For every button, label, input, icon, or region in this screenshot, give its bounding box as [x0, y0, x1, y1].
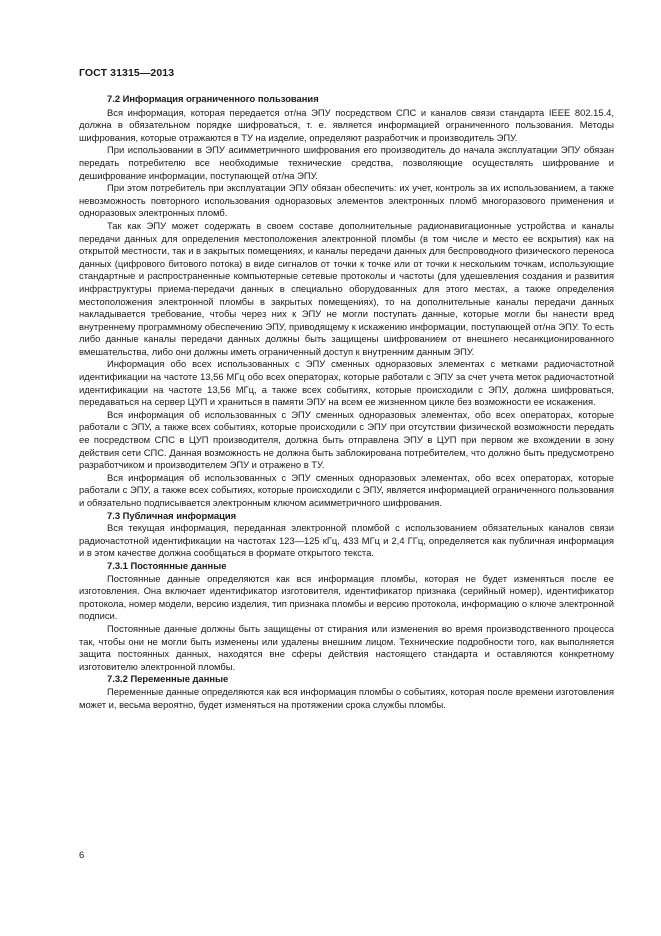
section-heading: 7.3.2 Переменные данные: [107, 673, 229, 685]
document-header: ГОСТ 31315—2013: [79, 67, 175, 79]
body-paragraph: Переменные данные определяются как вся информация пломбы о событиях, которая после времени изготовления может и, весьма вероятно, будет изменяться на протяжении срока службы пломбы.: [79, 685, 614, 710]
body-paragraph: Вся текущая информация, переданная электронной пломбой с использованием обязательных каналов связи радиочастотной идентификации на частотах 123—125 кГц, 433 МГц и 2,4 ГГц, определяется как публичная информация и в этом качестве должна сообщаться в формате открытого текста.: [79, 522, 614, 559]
body-paragraph: Так как ЭПУ может содержать в своем составе дополнительные радионавигационные устройства и каналы передачи данных для определения местоположения электронной пломбы (в том числе и место ее вскрытия) как на открытой местности, так и в закрытых помещениях, и каналы передачи данных для беспроводного физического переноса данных (цифрового битового потока) в виде сигналов от точки к точке или от точки к нескольким точкам, использующие стандартные и распространенные компьютерные сетевые протоколы и частоты (для удешевления создания и развития инфраструктуры приема-передачи данных в специально оборудованных для этого местах, а также определения местоположения электронной пломбы в закрытых помещениях), то на дополнительные каналы передачи данных накладывается требование, чтобы через них к ЭПУ не могли поступать данные, которые могли бы нанести вред внутреннему программному обеспечению ЭПУ, приводящему к искажению информации, поступающей от/на ЭПУ. То есть либо данные каналы передачи данных должны быть защищены шифрованием от внешнего несанкционированного вмешательства, либо они должны иметь ограниченный доступ к внутренним данным ЭПУ.: [79, 219, 614, 357]
page-number: 6: [79, 850, 85, 861]
body-paragraph: Вся информация, которая передается от/на ЭПУ посредством СПС и каналов связи стандарта IEEE 802.15.4, должна в обязательном порядке шифроваться, т. е. является информацией ограниченного пользования. Методы шифрования, которые отражаются в ТУ на изделие, определяют разработчик и производитель ЭПУ.: [79, 106, 614, 143]
body-paragraph: При этом потребитель при эксплуатации ЭПУ обязан обеспечить: их учет, контроль за их использованием, а также невозможность повторного использования одноразовых элементов электронных пломб многоразового применения и одноразовых электронных пломб.: [79, 182, 614, 219]
body-paragraph: При использовании в ЭПУ асимметричного шифрования его производитель до начала эксплуатации ЭПУ обязан передать потребителю все необходимые технические средства, позволяющие осуществлять шифрование и дешифрование информации, поступающей от/на ЭПУ.: [79, 144, 614, 181]
body-paragraph: Постоянные данные должны быть защищены от стирания или изменения во время производственного процесса так, чтобы они не могли быть изменены или удалены внешним лицом. Технические подробности того, как выполняется защита постоянных данных, находятся вне сферы действия настоящего стандарта и оставляются конкретному изготовителю электронной пломбы.: [79, 622, 614, 672]
body-paragraph: Вся информация об использованных с ЭПУ сменных одноразовых элементах, обо всех операторах, которые работали с ЭПУ, а также всех событиях, которые происходили с ЭПУ, является информацией ограниченного пользования и обязательно подписывается электронным ключом асимметричного шифрования.: [79, 471, 614, 508]
section-heading: 7.3.1 Постоянные данные: [107, 559, 227, 571]
body-paragraph: Информация обо всех использованных с ЭПУ сменных одноразовых элементах с метками радиочастотной идентификации на частоте 13,56 МГц обо всех операторах, которые работали с ЭПУ за счет учета меток радиочастотной идентификации на частоте 13,56 МГц, а также всех событиях, которые происходили с ЭПУ, должна шифроваться, передаваться на сервер ЦУП и храниться в памяти ЭПУ на всем ее жизненном цикле без возможности ее искажения.: [79, 358, 614, 408]
body-paragraph: Постоянные данные определяются как вся информация пломбы, которая не будет изменяться после ее изготовления. Она включает идентификатор изготовителя, идентификатор признака (серийный номер), идентификатор протокола, номер модели, версию изделия, тип признака пломбы и версию протокола, информацию о ключе электронной подписи.: [79, 572, 614, 622]
body-paragraph: Вся информация об использованных с ЭПУ сменных одноразовых элементах, обо всех операторах, которые работали с ЭПУ, а также всех событиях, которые происходили с ЭПУ при отсутствии физической возможности передать ее посредством СПС в ЦУП производителя, должна быть отправлена ЭПУ в ЦУП при первом же вхождении в зону действия сети СПС. Данная возможность не должна быть заблокирована потребителем, что должно быть предусмотрено разработчиком и производителем ЭПУ и отражено в ТУ.: [79, 408, 614, 471]
document-body: [79, 93, 614, 711]
section-heading: 7.2 Информация ограниченного пользования: [107, 93, 319, 104]
section-heading: 7.3 Публичная информация: [107, 509, 237, 521]
